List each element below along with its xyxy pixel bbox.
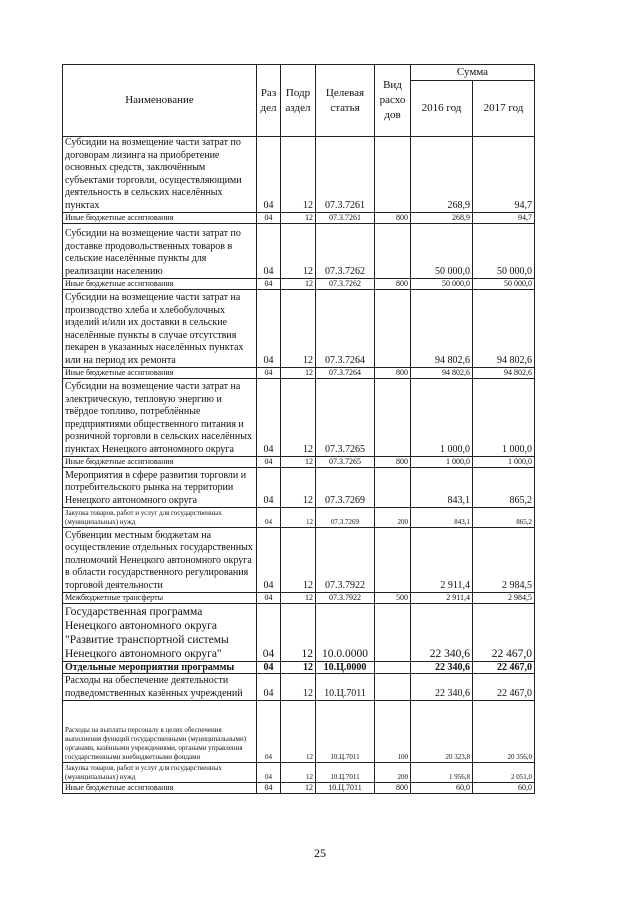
row-sum-2016: 1 000,0 [411,457,473,468]
row-sum-2016: 94 802,6 [411,368,473,379]
table-row [63,604,535,662]
row-sum-2017: 865,2 [473,508,535,528]
row-target: 07.3.7922 [316,528,375,593]
row-razdel: 04 [257,674,281,701]
budget-table [62,64,535,794]
row-target: 07.3.7265 [316,457,375,468]
table-row [63,457,535,468]
header-name: Наименование [63,65,257,137]
row-vid: 100 [375,701,411,763]
row-podrazdel: 12 [281,508,316,528]
row-razdel: 04 [257,368,281,379]
row-podrazdel: 12 [281,662,316,674]
row-sum-2016: 843,1 [411,468,473,508]
row-sum-2017: 22 467,0 [473,674,535,701]
row-razdel: 04 [257,468,281,508]
row-podrazdel: 12 [281,279,316,290]
row-name: Расходы на выплаты персоналу в целях обеспечения выполнения функций государственными (муниципальными) органами, казёнными учреждениями, органами управления государственными внебюджетными фондами [63,701,257,763]
row-vid: 200 [375,508,411,528]
row-name: Иные бюджетные ассигнования [63,279,257,290]
table-row [63,763,535,783]
row-name: Иные бюджетные ассигнования [63,213,257,224]
row-sum-2017: 22 467,0 [473,604,535,662]
row-razdel: 04 [257,213,281,224]
table-row [63,701,535,763]
row-podrazdel: 12 [281,528,316,593]
row-podrazdel: 12 [281,368,316,379]
row-razdel: 04 [257,763,281,783]
row-target: 10.Ц.7011 [316,783,375,794]
row-name: Субвенции местным бюджетам на осуществление отдельных государственных полномочий Ненецкого автономного округа в области государственного регулирования торговой деятельности [63,528,257,593]
row-sum-2016: 20 323,8 [411,701,473,763]
row-target: 10.Ц.7011 [316,674,375,701]
row-podrazdel: 12 [281,783,316,794]
row-razdel: 04 [257,604,281,662]
row-sum-2017: 94 802,6 [473,290,535,368]
row-razdel: 04 [257,279,281,290]
row-razdel: 04 [257,593,281,604]
row-podrazdel: 12 [281,457,316,468]
row-target: 10.Ц.7011 [316,701,375,763]
row-target: 07.3.7262 [316,224,375,279]
row-sum-2016: 94 802,6 [411,290,473,368]
row-sum-2017: 94,7 [473,137,535,213]
row-podrazdel: 12 [281,137,316,213]
row-razdel: 04 [257,528,281,593]
row-razdel: 04 [257,224,281,279]
row-sum-2017: 1 000,0 [473,379,535,457]
row-target: 07.3.7262 [316,279,375,290]
row-name: Мероприятия в сфере развития торговли и потребительского рынка на территории Ненецкого автономного округа [63,468,257,508]
row-sum-2016: 2 911,4 [411,593,473,604]
row-razdel: 04 [257,662,281,674]
table-row [63,593,535,604]
row-sum-2017: 94,7 [473,213,535,224]
row-podrazdel: 12 [281,290,316,368]
row-vid [375,379,411,457]
table-row [63,528,535,593]
row-razdel: 04 [257,290,281,368]
row-sum-2017: 1 000,0 [473,457,535,468]
row-razdel: 04 [257,457,281,468]
row-podrazdel: 12 [281,468,316,508]
page-number: 25 [314,846,326,860]
row-name: Иные бюджетные ассигнования [63,457,257,468]
row-razdel: 04 [257,783,281,794]
header-razdel: Раз дел [257,65,281,137]
row-sum-2017: 2 051,0 [473,763,535,783]
row-name: Закупка товаров, работ и услуг для государственных (муниципальных) нужд [63,763,257,783]
row-sum-2017: 2 984,5 [473,593,535,604]
row-sum-2017: 2 984,5 [473,528,535,593]
row-sum-2016: 22 340,6 [411,604,473,662]
table-row [63,368,535,379]
row-vid [375,528,411,593]
row-podrazdel: 12 [281,224,316,279]
row-sum-2016: 60,0 [411,783,473,794]
row-sum-2016: 50 000,0 [411,224,473,279]
row-sum-2016: 268,9 [411,213,473,224]
row-vid: 800 [375,783,411,794]
table-row [63,379,535,457]
row-name: Субсидии на возмещение части затрат на электрическую, тепловую энергию и твёрдое топливо, потреблённые предприятиями общественного питания и розничной торговли в сельских населённых пунктах Ненецкого автономного округа [63,379,257,457]
row-vid [375,674,411,701]
row-name: Закупка товаров, работ и услуг для государственных (муниципальных) нужд [63,508,257,528]
row-target: 07.3.7922 [316,593,375,604]
row-sum-2016: 22 340,6 [411,674,473,701]
table-body [63,137,535,794]
row-name: Иные бюджетные ассигнования [63,783,257,794]
row-sum-2016: 2 911,4 [411,528,473,593]
row-target: 10.Ц.0000 [316,662,375,674]
row-target: 10.0.0000 [316,604,375,662]
row-vid [375,290,411,368]
row-name: Расходы на обеспечение деятельности подведомственных казённых учреждений [63,674,257,701]
table-row [63,783,535,794]
table-row [63,213,535,224]
row-razdel: 04 [257,508,281,528]
table-row [63,224,535,279]
row-name: Межбюджетные трансферты [63,593,257,604]
row-vid [375,468,411,508]
table-row [63,662,535,674]
table-row [63,279,535,290]
row-name: Иные бюджетные ассигнования [63,368,257,379]
table-row [63,674,535,701]
row-sum-2017: 50 000,0 [473,279,535,290]
table-row [63,137,535,213]
row-name: Субсидии на возмещение части затрат по договорам лизинга на приобретение основных средств, заключённым субъектами торговли, осуществляющими деятельность в сельских населённых пунктах [63,137,257,213]
header-target: Целевая статья [316,65,375,137]
row-target: 07.3.7269 [316,468,375,508]
row-vid: 800 [375,457,411,468]
header-vid: Вид расхо дов [375,65,411,137]
row-sum-2017: 50 000,0 [473,224,535,279]
row-name: Отдельные мероприятия программы [63,662,257,674]
row-vid: 800 [375,368,411,379]
row-vid [375,224,411,279]
row-sum-2017: 22 467,0 [473,662,535,674]
row-target: 07.3.7269 [316,508,375,528]
row-name: Государственная программа Ненецкого автономного округа "Развитие транспортной системы Ненецкого автономного округа" [63,604,257,662]
row-sum-2017: 94 802,6 [473,368,535,379]
header-podrazdel: Подр аздел [281,65,316,137]
row-vid: 200 [375,763,411,783]
header-2016: 2016 год [411,81,473,137]
row-razdel: 04 [257,701,281,763]
row-podrazdel: 12 [281,674,316,701]
row-target: 07.3.7264 [316,368,375,379]
row-sum-2017: 60,0 [473,783,535,794]
row-vid [375,604,411,662]
row-razdel: 04 [257,379,281,457]
row-sum-2016: 1 956,8 [411,763,473,783]
row-vid: 800 [375,279,411,290]
row-target: 07.3.7261 [316,213,375,224]
row-target: 10.Ц.7011 [316,763,375,783]
row-target: 07.3.7261 [316,137,375,213]
row-podrazdel: 12 [281,593,316,604]
row-podrazdel: 12 [281,763,316,783]
row-sum-2016: 268,9 [411,137,473,213]
row-sum-2016: 50 000,0 [411,279,473,290]
row-sum-2016: 22 340,6 [411,662,473,674]
row-name: Субсидии на возмещение части затрат по доставке продовольственных товаров в сельские населённые пункты для реализации населению [63,224,257,279]
row-podrazdel: 12 [281,213,316,224]
row-target: 07.3.7265 [316,379,375,457]
header-2017: 2017 год [473,81,535,137]
header-row-1 [63,65,535,81]
table-row [63,508,535,528]
header-sum: Сумма [411,65,535,81]
row-target: 07.3.7264 [316,290,375,368]
row-name: Субсидии на возмещение части затрат на производство хлеба и хлебобулочных изделий и/или их доставки в сельские населённые пункты в случае отсутствия пекарен в указанных населённых пунктах или на период их ремонта [63,290,257,368]
row-podrazdel: 12 [281,604,316,662]
row-vid: 800 [375,213,411,224]
table-row [63,290,535,368]
row-vid [375,662,411,674]
row-vid: 500 [375,593,411,604]
row-podrazdel: 12 [281,701,316,763]
row-sum-2016: 1 000,0 [411,379,473,457]
row-razdel: 04 [257,137,281,213]
table-row [63,468,535,508]
row-podrazdel: 12 [281,379,316,457]
row-sum-2016: 843,1 [411,508,473,528]
row-vid [375,137,411,213]
row-sum-2017: 865,2 [473,468,535,508]
row-sum-2017: 20 356,0 [473,701,535,763]
